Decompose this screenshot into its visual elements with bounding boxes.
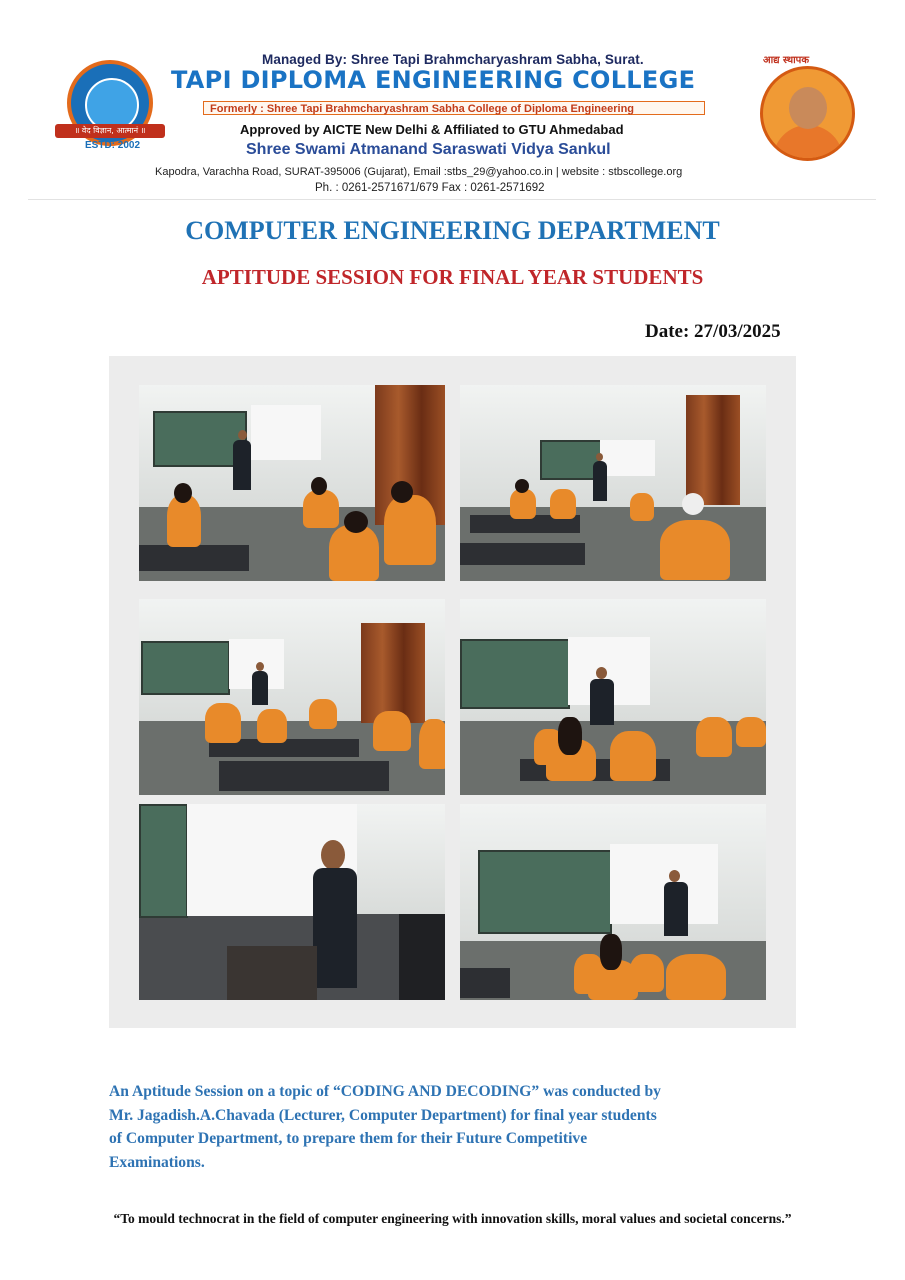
department-motto: “To mould technocrat in the field of computer engineering with innovation skills, moral values and societal concerns.” [113,1211,792,1226]
college-logo [55,60,165,152]
description-line: An Aptitude Session on a topic of “CODING AND DECODING” was conducted by [109,1083,661,1100]
event-date: Date: 27/03/2025 [645,321,781,342]
event-photo-5 [139,804,445,1000]
header-divider [28,199,876,200]
college-name: TAPI DIPLOMA ENGINEERING COLLEGE [171,66,696,94]
department-title: COMPUTER ENGINEERING DEPARTMENT [185,216,720,245]
logo-ribbon: ॥ वेद विज्ञान, आत्मानं ॥ [55,124,165,138]
description-line: Mr. Jagadish.A.Chavada (Lecturer, Computer Department) for final year students [109,1106,657,1124]
event-photo-1 [139,385,445,581]
event-description [109,1080,789,1174]
approval-text: Approved by AICTE New Delhi & Affiliated to GTU Ahmedabad [240,122,624,137]
founder-label: आद्य स्थापक [763,55,810,66]
college-phone: Ph. : 0261-2571671/679 Fax : 0261-2571692 [315,182,545,194]
description-line: Examinations. [109,1153,205,1171]
logo-estd: ESTD: 2002 [85,140,141,151]
event-photo-2 [460,385,766,581]
event-photo-4 [460,599,766,795]
founder-photo [760,66,855,161]
college-address: Kapodra, Varachha Road, SURAT-395006 (Gujarat), Email :stbs_29@yahoo.co.in | website : stbscollege.org [155,166,683,178]
managed-by: Managed By: Shree Tapi Brahmcharyashram Sabha, Surat. [262,52,644,67]
event-photo-3 [139,599,445,795]
sankul-name: Shree Swami Atmanand Saraswati Vidya Sankul [246,141,611,158]
description-line: of Computer Department, to prepare them for their Future Competitive [109,1130,588,1147]
founder-portrait [748,52,863,170]
event-photo-6 [460,804,766,1000]
formerly-banner: Formerly : Shree Tapi Brahmcharyashram Sabha College of Diploma Engineering [203,101,705,115]
session-title: APTITUDE SESSION FOR FINAL YEAR STUDENTS [201,265,704,289]
